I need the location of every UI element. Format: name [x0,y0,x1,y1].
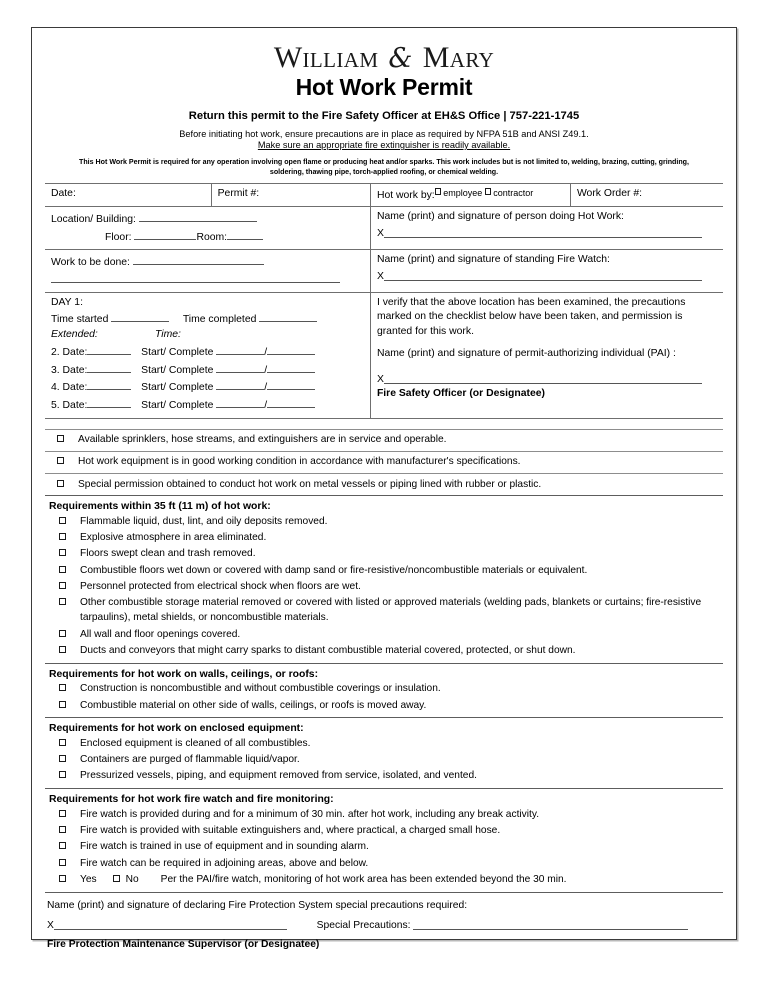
permit-scope-fineprint: This Hot Work Permit is required for any operation involving open flame or producing heat and/or sparks. This work includes but is not limited to, welding, brazing, cutting, grinding, soldering, thawing pipe, torch-applied roofing, or chemical welding. [79,158,689,177]
checklist-item[interactable] [47,839,721,855]
extinguisher-note-text: Make sure an appropriate fire extinguisher is readily available. [257,140,511,151]
slash-separator: / [264,382,268,394]
checklist-item[interactable] [47,752,721,768]
checklist-item-label: Flammable liquid, dust, lint, and oily deposits removed. [80,515,328,527]
checklist-item-label: Enclosed equipment is cleaned of all combustibles. [80,737,311,749]
checkbox-icon[interactable] [59,549,66,556]
checklist-item[interactable] [47,681,721,697]
checkbox-icon[interactable] [59,646,66,653]
return-instruction: Return this permit to the Fire Safety Officer at EH&S Office | 757-221-1745 [188,110,580,123]
extended-complete-input[interactable] [267,343,315,355]
extended-start-complete-label: Start/ Complete [141,364,214,376]
extended-header-line [51,328,366,343]
room-label: Room: [196,232,228,244]
day1-times-line[interactable] [51,310,366,328]
form-row-location [45,207,723,250]
checklist-item-label: Hot work equipment is in good working condition in accordance with manufacturer's specifications. [78,456,521,468]
checkbox-icon[interactable] [59,582,66,589]
checkbox-icon[interactable] [59,859,66,866]
form-row-schedule [45,292,723,418]
location-building-line[interactable] [51,210,366,228]
declare-special-precautions-label: Name (print) and signature of declaring Fire Protection System special precautions required: [47,899,468,911]
time-started-input[interactable] [111,310,169,322]
checkbox-icon[interactable] [59,701,66,708]
extended-row[interactable] [51,361,366,379]
checklist-item-label: Personnel protected from electrical shock when floors are wet. [80,580,361,592]
fire-protection-supervisor-role: Fire Protection Maintenance Supervisor (or Designatee) [47,939,320,951]
checklist-item-label: Pressurized vessels, piping, and equipment removed from service, isolated, and vented. [80,770,477,782]
checklist-item[interactable] [47,697,721,713]
checklist-item-label: Explosive atmosphere in area eliminated. [80,531,267,543]
permit-number-label: Permit #: [217,187,260,199]
checklist-item[interactable] [47,546,721,562]
person-doing-hotwork-signature-line[interactable] [377,225,719,242]
checklist-item[interactable] [47,735,721,751]
date-label: Date: [51,187,76,199]
day1-label: DAY 1: [51,296,83,308]
extended-start-input[interactable] [216,361,264,373]
form-row-work-description [45,250,723,293]
signature-x-mark: X [47,920,54,932]
checkbox-icon[interactable] [59,684,66,691]
checkbox-icon[interactable] [59,755,66,762]
checkbox-icon[interactable] [57,435,64,442]
time-completed-label: Time completed [182,314,257,326]
extended-date-label: 3. Date: [51,364,88,376]
floor-label: Floor: [105,232,132,244]
permit-number-cell[interactable] [211,183,370,207]
footer-signature-row[interactable] [47,917,721,935]
extended-row[interactable] [51,396,366,414]
yes-label: Yes [80,873,97,885]
checklist-item-label: Ducts and conveyors that might carry sparks to distant combustible material covered, protected, or shut down. [80,645,576,656]
requirements-group-enclosed-equipment [45,718,723,788]
checkbox-icon[interactable] [59,598,66,605]
permit-page [31,27,737,951]
special-precautions-input[interactable] [413,917,688,930]
extended-date-input[interactable] [87,378,131,390]
slash-separator: / [264,346,268,358]
pai-label: Name (print) and signature of permit-authorizing individual (PAI) : [376,347,676,359]
extended-start-complete-label: Start/ Complete [141,400,214,412]
extended-date-label: 4. Date: [51,382,88,394]
permit-form-table [45,183,723,419]
checklist-item[interactable] [47,595,721,627]
fire-watch-cell[interactable] [370,250,723,293]
signature-x-mark: X [376,228,384,240]
floor-room-line[interactable] [51,228,366,246]
declaring-signature-input[interactable] [54,917,287,930]
slash-separator: / [264,364,268,376]
person-doing-hotwork-signature-input[interactable] [384,225,702,238]
extended-start-complete-label: Start/ Complete [141,346,214,358]
pai-signature-input[interactable] [384,371,702,384]
location-cell[interactable] [45,207,370,250]
wordmark-william: William [273,41,379,74]
group-title: Requirements for hot work on walls, ceilings, or roofs: [49,668,319,680]
verification-cell[interactable] [370,292,723,418]
work-order-label: Work Order #: [576,187,642,199]
work-to-be-done-cell[interactable] [45,250,370,293]
extinguisher-note [45,140,723,150]
extended-date-input[interactable] [87,361,131,373]
contractor-checkbox[interactable] [485,188,492,195]
extended-label: Extended: [51,329,98,341]
checklist-item-label: Special permission obtained to conduct hot work on metal vessels or piping lined with rubber or plastic. [78,478,542,490]
page-inner [32,28,736,954]
extended-date-input[interactable] [87,396,131,408]
slash-separator: / [264,400,268,412]
extended-start-input[interactable] [216,396,264,408]
checkbox-icon[interactable] [59,566,66,573]
checklist-item-label: Fire watch is provided during and for a minimum of 30 min. after hot work, including any break activity. [80,808,540,820]
extended-date-input[interactable] [87,343,131,355]
person-doing-hotwork-cell[interactable] [370,207,723,250]
checkbox-icon[interactable] [59,739,66,746]
wordmark-ampersand: & [388,43,413,74]
group-title: Requirements within 35 ft (11 m) of hot work: [49,501,271,513]
extended-complete-input[interactable] [267,361,315,373]
checklist-item-label: Floors swept clean and trash removed. [80,548,256,560]
checkbox-icon[interactable] [59,842,66,849]
checkbox-icon[interactable] [57,480,64,487]
checkbox-icon[interactable] [59,630,66,637]
checklist-item[interactable] [47,768,721,784]
checkbox-icon[interactable] [59,533,66,540]
work-to-be-done-input-1[interactable] [133,253,264,265]
day-schedule-cell[interactable] [45,292,370,418]
checkbox-icon[interactable] [57,457,64,464]
checklist-item[interactable] [47,578,721,594]
before-initiating-note: Before initiating hot work, ensure precautions are in place as required by NFPA 51B and ANSI Z49.1. [179,129,589,140]
page-title: Hot Work Permit [295,74,473,101]
checklist-item[interactable] [45,452,723,473]
extended-complete-input[interactable] [267,396,315,408]
checklist-item[interactable] [47,529,721,545]
checklist-item-label: Containers are purged of flammable liquid/vapor. [80,754,300,766]
work-to-be-done-input-2[interactable] [51,271,340,283]
room-input[interactable] [227,228,263,240]
checklist-item[interactable] [47,643,721,659]
fire-watch-signature-input[interactable] [384,268,702,281]
hot-work-by-label: Hot work by: [376,189,435,201]
fire-watch-label: Name (print) and signature of standing Fire Watch: [376,254,610,265]
checkbox-icon[interactable] [59,771,66,778]
fire-safety-officer-role: Fire Safety Officer (or Designatee) [376,388,545,400]
group-title: Requirements for hot work on enclosed equipment: [49,723,304,735]
extended-date-label: 5. Date: [51,400,88,412]
extended-start-complete-label: Start/ Complete [141,382,214,394]
time-started-label: Time started [51,314,109,326]
work-to-be-done-line2[interactable] [51,271,366,289]
checklist-item-label: Fire watch is trained in use of equipment and in sounding alarm. [80,841,369,853]
work-order-cell[interactable] [570,183,723,207]
checklist-item-label: Other combustible storage material removed or covered with listed or approved materials (welding pads, blankets or curtains; fire-resistive tarpaulins), metal shields, or noncombustible materials. [80,597,702,624]
checklist-item[interactable] [47,806,721,822]
checkbox-icon[interactable] [59,810,66,817]
checklist-item[interactable] [47,823,721,839]
wordmark-mary: Mary [422,41,495,74]
form-row-identifiers [45,183,723,207]
extended-start-input[interactable] [216,378,264,390]
signature-x-mark: X [376,373,384,385]
checklist-item[interactable] [47,513,721,529]
verification-statement: I verify that the above location has been examined, the precautions marked on the checklist below have been taken, and permission is granted for this work. [376,296,686,338]
extended-date-label: 2. Date: [51,346,88,358]
checklist-item-label: Construction is noncombustible and without combustible coverings or insulation. [80,683,441,695]
requirements-group-35ft [45,496,723,663]
requirements-group-walls [45,664,723,718]
work-to-be-done-line1[interactable] [51,253,366,271]
checklist-item[interactable] [45,430,723,451]
fire-protection-footer [45,893,723,954]
monitoring-extended-text: Per the PAI/fire watch, monitoring of hot work area has been extended beyond the 30 min. [160,873,567,885]
employee-label: employee [443,187,483,198]
yes-checkbox[interactable] [59,875,66,882]
person-doing-hotwork-label: Name (print) and signature of person doing Hot Work: [376,211,624,223]
special-precautions-label: Special Precautions: [316,920,411,932]
monitoring-extended-row[interactable] [47,871,721,887]
date-cell[interactable] [45,183,211,207]
contractor-label: contractor [493,187,534,198]
checkbox-icon[interactable] [59,826,66,833]
university-wordmark [45,42,723,74]
signature-x-mark: X [376,270,384,282]
checklist-item-label: Fire watch can be required in adjoining areas, above and below. [80,857,369,869]
location-building-label: Location/ Building: [51,214,136,226]
hot-work-by-cell[interactable] [370,183,570,207]
fire-watch-signature-line[interactable] [377,268,719,285]
pai-signature-line[interactable] [377,371,719,388]
precautions-checklist [45,429,723,893]
extended-row[interactable] [51,343,366,361]
checklist-item-label: Available sprinklers, hose streams, and extinguishers are in service and operable. [78,434,447,446]
checkbox-icon[interactable] [59,517,66,524]
checklist-item-label: All wall and floor openings covered. [80,628,241,640]
no-label: No [125,873,139,885]
extended-start-input[interactable] [216,343,264,355]
checklist-item[interactable] [47,855,721,871]
extended-complete-input[interactable] [267,378,315,390]
checklist-item-label: Combustible material on other side of walls, ceilings, or roofs is moved away. [80,699,427,711]
checklist-item[interactable] [47,626,721,642]
extended-row[interactable] [51,378,366,396]
time-label: Time: [155,329,181,341]
work-to-be-done-label: Work to be done: [51,257,130,268]
requirements-group-fire-watch [45,789,723,891]
floor-input[interactable] [134,228,196,240]
checklist-item[interactable] [47,562,721,578]
time-completed-input[interactable] [259,310,317,322]
checklist-item-label: Fire watch is provided with suitable extinguishers and, where practical, a charged small hose. [80,825,501,837]
no-checkbox[interactable] [113,875,120,882]
checklist-item-label: Combustible floors wet down or covered with damp sand or fire-resistive/noncombustible materials or equivalent. [80,564,588,576]
checklist-item[interactable] [45,474,723,495]
group-title: Requirements for hot work fire watch and fire monitoring: [49,794,334,806]
employee-checkbox[interactable] [435,188,442,195]
location-building-input[interactable] [139,210,257,222]
